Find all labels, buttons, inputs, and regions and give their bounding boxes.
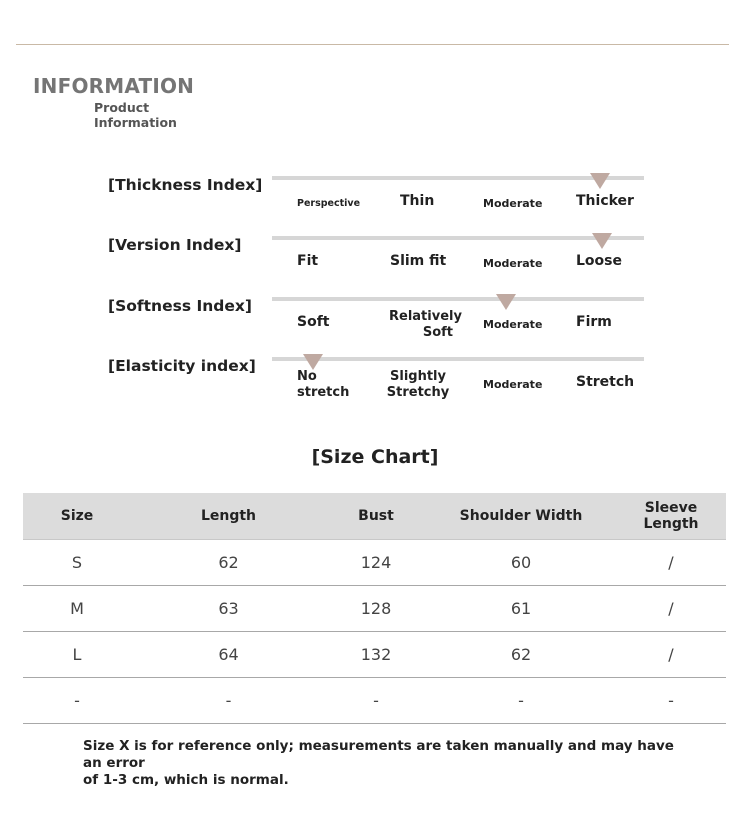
table-cell: 60 bbox=[426, 540, 616, 586]
table-cell: L bbox=[23, 632, 131, 678]
softness-option-soft: Soft bbox=[297, 314, 330, 330]
thickness-index-label: [Thickness Index] bbox=[108, 176, 263, 194]
version-marker-icon bbox=[592, 233, 612, 249]
table-cell: 128 bbox=[326, 586, 426, 632]
table-cell: M bbox=[23, 586, 131, 632]
table-cell: - bbox=[616, 678, 726, 724]
table-cell: 64 bbox=[131, 632, 326, 678]
table-cell: / bbox=[616, 632, 726, 678]
elasticity-option-stretch: Stretch bbox=[576, 374, 635, 390]
elasticity-option-moderate: Moderate bbox=[483, 378, 543, 391]
table-cell: 124 bbox=[326, 540, 426, 586]
table-cell: - bbox=[326, 678, 426, 724]
softness-option-relatively-line2: Soft bbox=[422, 325, 453, 340]
table-row bbox=[23, 586, 726, 632]
size-chart-table bbox=[23, 493, 726, 724]
softness-index-row bbox=[0, 297, 750, 357]
header-sleeve-length: Sleeve Length bbox=[616, 493, 726, 540]
info-title: INFORMATION bbox=[33, 74, 195, 98]
table-cell: 63 bbox=[131, 586, 326, 632]
elasticity-option-slightly-line2: Stretchy bbox=[386, 385, 450, 400]
measurement-note-line2: of 1-3 cm, which is normal. bbox=[83, 772, 289, 788]
table-cell: 132 bbox=[326, 632, 426, 678]
table-cell: / bbox=[616, 586, 726, 632]
version-option-fit: Fit bbox=[297, 253, 319, 269]
thickness-option-thin: Thin bbox=[400, 193, 435, 209]
top-divider bbox=[16, 44, 729, 45]
table-cell: - bbox=[23, 678, 131, 724]
header-bust: Bust bbox=[326, 493, 426, 540]
version-option-loose: Loose bbox=[576, 253, 622, 269]
softness-option-firm: Firm bbox=[576, 314, 612, 330]
table-row bbox=[23, 632, 726, 678]
table-cell: / bbox=[616, 540, 726, 586]
size-table-header-row bbox=[23, 493, 726, 540]
table-cell: 61 bbox=[426, 586, 616, 632]
thickness-index-bar bbox=[272, 176, 644, 180]
measurement-note bbox=[83, 738, 683, 789]
thickness-option-perspective: Perspective bbox=[297, 198, 361, 209]
elasticity-index-bar bbox=[272, 357, 644, 361]
table-cell: - bbox=[426, 678, 616, 724]
softness-index-bar bbox=[272, 297, 644, 301]
elasticity-option-no-stretch bbox=[297, 369, 349, 401]
header-length: Length bbox=[131, 493, 326, 540]
elasticity-option-no-line1: No bbox=[297, 369, 317, 384]
version-index-row bbox=[0, 236, 750, 296]
version-option-moderate: Moderate bbox=[483, 257, 543, 270]
elasticity-option-no-line2: stretch bbox=[297, 385, 350, 400]
thickness-option-thicker: Thicker bbox=[576, 193, 634, 209]
size-chart-title: [Size Chart] bbox=[311, 446, 439, 468]
softness-option-relatively-line1: Relatively bbox=[389, 309, 462, 324]
table-cell: 62 bbox=[426, 632, 616, 678]
table-cell: 62 bbox=[131, 540, 326, 586]
version-index-bar bbox=[272, 236, 644, 240]
thickness-marker-icon bbox=[590, 173, 610, 189]
measurement-note-line1: Size X is for reference only; measurements are taken manually and may have an error bbox=[83, 738, 674, 771]
softness-option-relatively-soft bbox=[389, 309, 462, 341]
softness-marker-icon bbox=[496, 294, 516, 310]
header-shoulder-width: Shoulder Width bbox=[426, 493, 616, 540]
info-subtitle bbox=[94, 100, 214, 130]
table-cell: - bbox=[131, 678, 326, 724]
version-option-slim-fit: Slim fit bbox=[390, 253, 447, 269]
elasticity-marker-icon bbox=[303, 354, 323, 370]
softness-index-label: [Softness Index] bbox=[108, 297, 252, 315]
thickness-index-row bbox=[0, 176, 750, 236]
table-row bbox=[23, 540, 726, 586]
elasticity-index-row bbox=[0, 357, 750, 417]
header-size: Size bbox=[23, 493, 131, 540]
version-index-label: [Version Index] bbox=[108, 236, 242, 254]
table-cell: S bbox=[23, 540, 131, 586]
elasticity-index-label: [Elasticity index] bbox=[108, 357, 256, 375]
info-subtitle-line2: Information bbox=[94, 115, 177, 130]
softness-option-moderate: Moderate bbox=[483, 318, 543, 331]
elasticity-option-slightly-line1: Slightly bbox=[390, 369, 446, 384]
thickness-option-moderate: Moderate bbox=[483, 197, 543, 210]
info-subtitle-line1: Product bbox=[94, 100, 150, 115]
table-row bbox=[23, 678, 726, 724]
elasticity-option-slightly-stretchy bbox=[385, 369, 451, 401]
